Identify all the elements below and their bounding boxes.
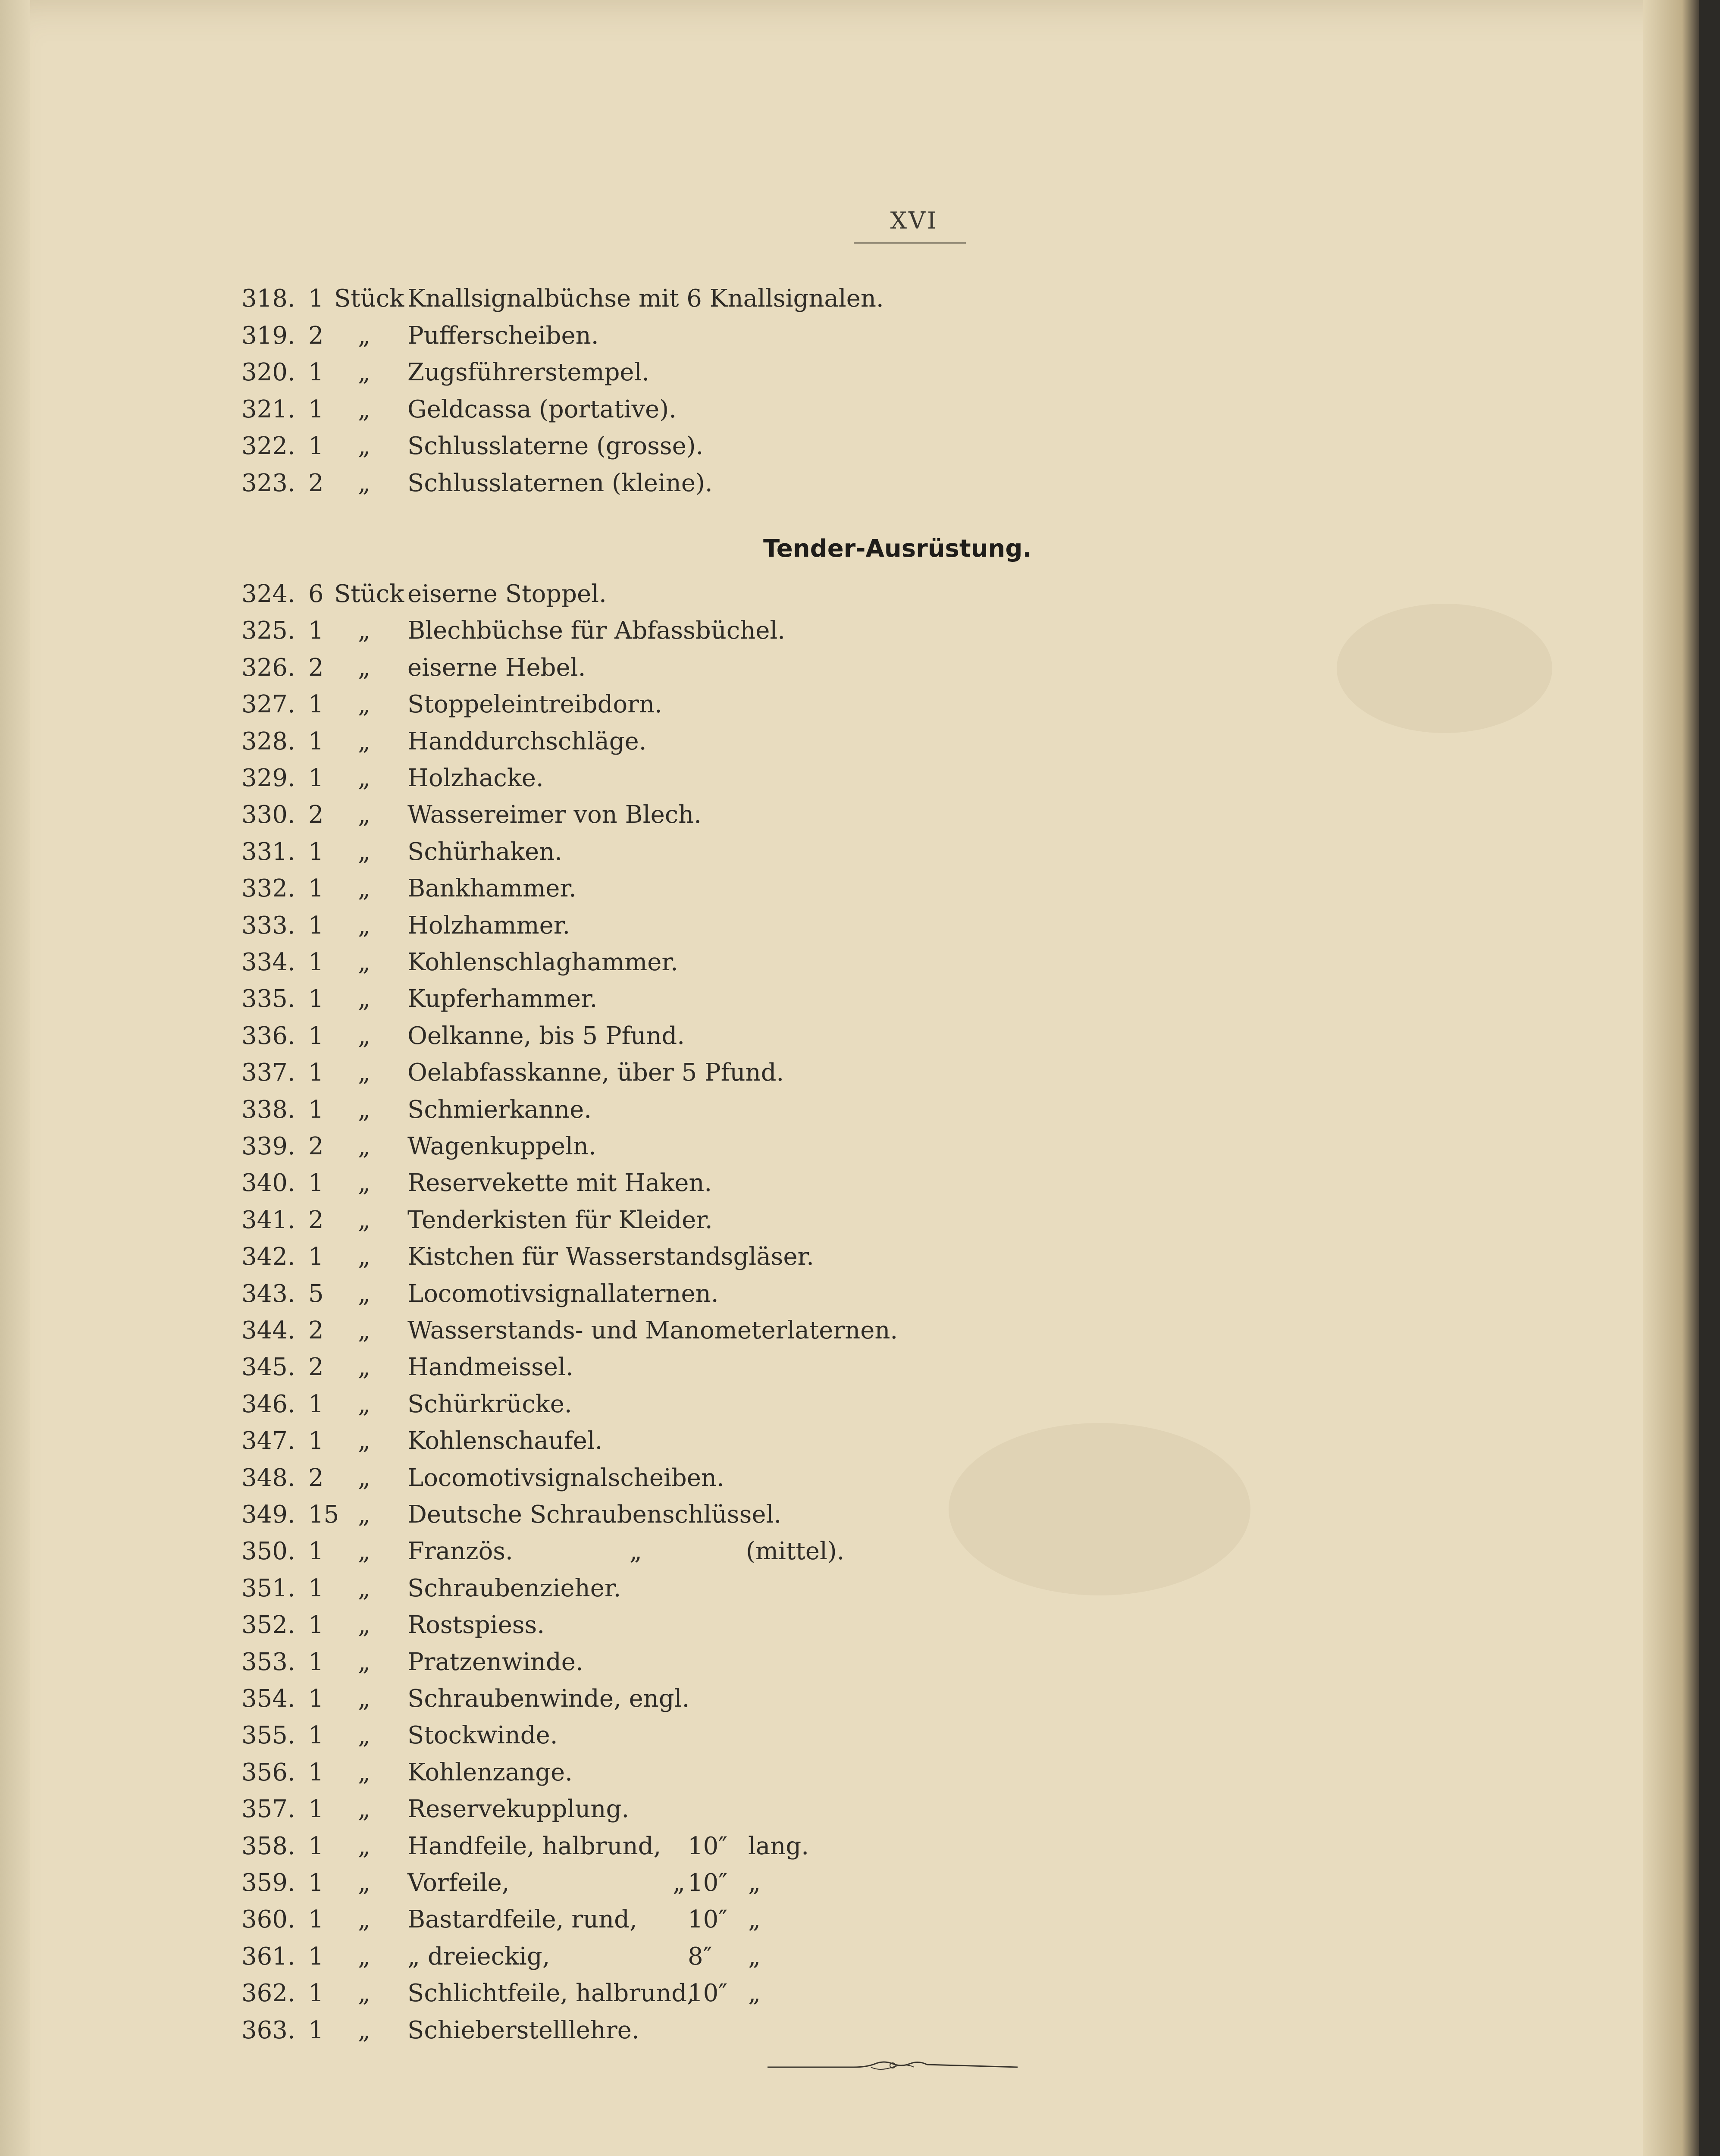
item-quantity: 1 bbox=[308, 2016, 324, 2044]
item-number: 324. bbox=[241, 580, 295, 608]
item-quantity: 15 bbox=[308, 1501, 339, 1529]
item-name: Holzhacke. bbox=[407, 764, 544, 792]
item-number: 330. bbox=[241, 801, 295, 829]
item-quantity: 1 bbox=[308, 1059, 324, 1087]
item-unit: „ bbox=[358, 1022, 371, 1050]
item-unit: „ bbox=[358, 1206, 371, 1234]
item-number: 321. bbox=[241, 395, 295, 423]
item-name: Geldcassa (portative). bbox=[407, 395, 677, 423]
item-quantity: 1 bbox=[308, 617, 324, 645]
item-name: Kohlenschaufel. bbox=[407, 1427, 603, 1455]
item-quantity: 1 bbox=[308, 1795, 324, 1824]
item-name: Holzhammer. bbox=[407, 911, 570, 940]
item-unit: „ bbox=[358, 837, 371, 866]
item-number: 347. bbox=[241, 1427, 295, 1455]
item-number: 327. bbox=[241, 690, 295, 719]
item-quantity: 1 bbox=[308, 948, 324, 976]
list-item bbox=[0, 1169, 1639, 1203]
item-number: 319. bbox=[241, 321, 295, 350]
item-name: Schraubenzieher. bbox=[407, 1574, 621, 1602]
item-name: Oelkanne, bis 5 Pfund. bbox=[407, 1022, 685, 1050]
list-item bbox=[0, 1427, 1639, 1461]
item-name: Zugsführerstempel. bbox=[407, 358, 650, 386]
item-unit: „ bbox=[358, 1574, 371, 1602]
item-unit: „ bbox=[358, 1795, 371, 1824]
item-quantity: 2 bbox=[308, 1353, 324, 1382]
list-item bbox=[0, 1869, 1639, 1903]
item-name: Schürkrücke. bbox=[407, 1390, 572, 1418]
item-quantity: 1 bbox=[308, 690, 324, 719]
item-quantity: 1 bbox=[308, 1869, 324, 1897]
item-quantity: 2 bbox=[308, 1206, 324, 1234]
item-quantity: 1 bbox=[308, 1905, 324, 1934]
item-number: 340. bbox=[241, 1169, 295, 1197]
item-number: 352. bbox=[241, 1611, 295, 1639]
item-number: 336. bbox=[241, 1022, 295, 1050]
item-name: Französ. bbox=[407, 1537, 513, 1566]
item-quantity: 2 bbox=[308, 1132, 324, 1160]
item-size: 10″ bbox=[688, 1979, 728, 2008]
item-name: Blechbüchse für Abfassbüchel. bbox=[407, 617, 786, 645]
item-unit: „ bbox=[358, 1869, 371, 1897]
item-unit: „ bbox=[358, 653, 371, 682]
item-quantity: 1 bbox=[308, 1390, 324, 1418]
item-unit: „ bbox=[358, 801, 371, 829]
item-number: 353. bbox=[241, 1648, 295, 1676]
section-heading-tender: Tender-Ausrüstung. bbox=[763, 535, 1032, 563]
item-detail: lang. bbox=[748, 1832, 809, 1860]
item-unit: „ bbox=[358, 874, 371, 903]
item-detail: (mittel). bbox=[746, 1537, 845, 1566]
item-number: 359. bbox=[241, 1869, 295, 1897]
item-quantity: 1 bbox=[308, 1095, 324, 1124]
list-item bbox=[0, 838, 1639, 872]
item-number: 349. bbox=[241, 1501, 295, 1529]
item-unit: „ bbox=[358, 1721, 371, 1750]
item-number: 329. bbox=[241, 764, 295, 792]
list-item bbox=[0, 874, 1639, 909]
item-number: 342. bbox=[241, 1243, 295, 1271]
item-unit: „ bbox=[358, 1832, 371, 1860]
item-number: 337. bbox=[241, 1059, 295, 1087]
item-detail: „ bbox=[748, 1869, 761, 1897]
item-quantity: 1 bbox=[308, 1537, 324, 1566]
item-unit: „ bbox=[358, 1169, 371, 1197]
list-item bbox=[0, 1758, 1639, 1793]
item-quantity: 1 bbox=[308, 1243, 324, 1271]
item-unit: „ bbox=[358, 948, 371, 976]
item-name: Schmierkanne. bbox=[407, 1095, 592, 1124]
item-number: 339. bbox=[241, 1132, 295, 1160]
item-unit: „ bbox=[358, 469, 371, 497]
item-unit: „ bbox=[358, 1685, 371, 1713]
item-quantity: 1 bbox=[308, 985, 324, 1013]
item-number: 335. bbox=[241, 985, 295, 1013]
page-number-rule bbox=[854, 242, 966, 244]
list-item bbox=[0, 1353, 1639, 1388]
item-unit: Stück bbox=[334, 285, 404, 313]
item-unit: „ bbox=[358, 1390, 371, 1418]
item-name: Schürhaken. bbox=[407, 837, 563, 866]
item-quantity: 1 bbox=[308, 1758, 324, 1786]
item-quantity: 1 bbox=[308, 1022, 324, 1050]
item-quantity: 2 bbox=[308, 1463, 324, 1492]
item-unit: „ bbox=[358, 1537, 371, 1566]
item-unit: „ bbox=[358, 911, 371, 940]
item-number: 341. bbox=[241, 1206, 295, 1234]
list-item bbox=[0, 1905, 1639, 1940]
list-item bbox=[0, 285, 1639, 319]
item-number: 320. bbox=[241, 358, 295, 386]
item-unit: „ bbox=[358, 1463, 371, 1492]
item-unit: „ bbox=[358, 1243, 371, 1271]
item-size: 8″ bbox=[688, 1942, 712, 1971]
item-unit: „ bbox=[358, 1353, 371, 1382]
item-name: Wagenkuppeln. bbox=[407, 1132, 596, 1160]
list-item bbox=[0, 801, 1639, 835]
item-quantity: 1 bbox=[308, 285, 324, 313]
list-item bbox=[0, 432, 1639, 467]
item-name: Wassereimer von Blech. bbox=[407, 801, 702, 829]
item-name: Kohlenzange. bbox=[407, 1758, 573, 1786]
item-ditto-mark: „ bbox=[673, 1869, 686, 1897]
item-quantity: 1 bbox=[308, 358, 324, 386]
item-quantity: 1 bbox=[308, 1169, 324, 1197]
item-unit: „ bbox=[358, 1611, 371, 1639]
item-number: 346. bbox=[241, 1390, 295, 1418]
item-name: Handdurchschläge. bbox=[407, 727, 647, 755]
list-item bbox=[0, 1243, 1639, 1277]
item-number: 348. bbox=[241, 1463, 295, 1492]
item-number: 350. bbox=[241, 1537, 295, 1566]
end-ornament bbox=[763, 2053, 1022, 2078]
list-item bbox=[0, 1206, 1639, 1241]
item-unit: „ bbox=[358, 1758, 371, 1786]
item-detail: „ bbox=[748, 1942, 761, 1971]
item-unit: „ bbox=[358, 1648, 371, 1676]
item-unit: „ bbox=[358, 395, 371, 423]
item-detail: „ bbox=[748, 1905, 761, 1934]
item-unit: „ bbox=[358, 321, 371, 350]
list-item bbox=[0, 948, 1639, 983]
item-number: 354. bbox=[241, 1685, 295, 1713]
page-number: XVI bbox=[890, 207, 938, 234]
item-number: 355. bbox=[241, 1721, 295, 1750]
item-quantity: 5 bbox=[308, 1279, 324, 1308]
item-quantity: 1 bbox=[308, 1685, 324, 1713]
list-item bbox=[0, 1943, 1639, 1977]
item-quantity: 1 bbox=[308, 764, 324, 792]
item-number: 326. bbox=[241, 653, 295, 682]
page-edge-right bbox=[1643, 0, 1699, 2156]
item-number: 361. bbox=[241, 1942, 295, 1971]
list-item bbox=[0, 580, 1639, 614]
item-name: Rostspiess. bbox=[407, 1611, 545, 1639]
item-quantity: 6 bbox=[308, 580, 324, 608]
item-number: 331. bbox=[241, 837, 295, 866]
list-item bbox=[0, 1132, 1639, 1167]
item-name: Kupferhammer. bbox=[407, 985, 598, 1013]
item-name: Reservekette mit Haken. bbox=[407, 1169, 712, 1197]
list-item bbox=[0, 764, 1639, 799]
item-number: 325. bbox=[241, 617, 295, 645]
item-number: 362. bbox=[241, 1979, 295, 2008]
item-number: 323. bbox=[241, 469, 295, 497]
item-size: 10″ bbox=[688, 1832, 728, 1860]
list-item bbox=[0, 912, 1639, 946]
item-name: Locomotivsignalscheiben. bbox=[407, 1463, 724, 1492]
item-name: Schraubenwinde, engl. bbox=[407, 1685, 690, 1713]
item-quantity: 2 bbox=[308, 653, 324, 682]
item-unit: „ bbox=[358, 1979, 371, 2008]
item-number: 333. bbox=[241, 911, 295, 940]
list-item bbox=[0, 395, 1639, 430]
item-number: 357. bbox=[241, 1795, 295, 1824]
item-name: „ dreieckig, bbox=[407, 1942, 550, 1971]
item-number: 356. bbox=[241, 1758, 295, 1786]
item-quantity: 1 bbox=[308, 1942, 324, 1971]
item-number: 358. bbox=[241, 1832, 295, 1860]
item-quantity: 2 bbox=[308, 321, 324, 350]
list-item bbox=[0, 322, 1639, 356]
item-number: 328. bbox=[241, 727, 295, 755]
list-item bbox=[0, 1464, 1639, 1498]
item-number: 344. bbox=[241, 1316, 295, 1344]
list-item bbox=[0, 1574, 1639, 1609]
item-quantity: 2 bbox=[308, 469, 324, 497]
item-name: Locomotivsignallaternen. bbox=[407, 1279, 719, 1308]
list-item bbox=[0, 727, 1639, 762]
item-quantity: 1 bbox=[308, 1574, 324, 1602]
item-unit: „ bbox=[358, 764, 371, 792]
item-name: eiserne Hebel. bbox=[407, 653, 586, 682]
list-item bbox=[0, 469, 1639, 504]
list-item bbox=[0, 1979, 1639, 2014]
item-name: Knallsignalbüchse mit 6 Knallsignalen. bbox=[407, 285, 884, 313]
item-unit: „ bbox=[358, 1905, 371, 1934]
list-item bbox=[0, 1059, 1639, 1093]
item-ditto-mark: „ bbox=[630, 1537, 642, 1566]
item-unit: „ bbox=[358, 432, 371, 460]
item-unit: „ bbox=[358, 358, 371, 386]
item-quantity: 1 bbox=[308, 1611, 324, 1639]
list-item bbox=[0, 1316, 1639, 1351]
list-item bbox=[0, 358, 1639, 393]
item-quantity: 2 bbox=[308, 1316, 324, 1344]
item-name: Wasserstands- und Manometerlaternen. bbox=[407, 1316, 898, 1344]
item-number: 332. bbox=[241, 874, 295, 903]
item-number: 360. bbox=[241, 1905, 295, 1934]
item-name: Schlusslaternen (kleine). bbox=[407, 469, 713, 497]
item-quantity: 1 bbox=[308, 1427, 324, 1455]
list-item bbox=[0, 690, 1639, 725]
item-unit: Stück bbox=[334, 580, 404, 608]
item-unit: „ bbox=[358, 1427, 371, 1455]
list-item bbox=[0, 1685, 1639, 1719]
item-name: Handmeissel. bbox=[407, 1353, 573, 1382]
item-name: Stockwinde. bbox=[407, 1721, 558, 1750]
item-quantity: 1 bbox=[308, 1979, 324, 2008]
list-item bbox=[0, 2016, 1639, 2051]
item-unit: „ bbox=[358, 1132, 371, 1160]
item-number: 343. bbox=[241, 1279, 295, 1308]
item-quantity: 2 bbox=[308, 801, 324, 829]
item-size: 10″ bbox=[688, 1905, 728, 1934]
list-item bbox=[0, 985, 1639, 1019]
item-number: 345. bbox=[241, 1353, 295, 1382]
item-name: Stoppeleintreibdorn. bbox=[407, 690, 662, 719]
list-item bbox=[0, 1280, 1639, 1314]
item-name: Kohlenschlaghammer. bbox=[407, 948, 678, 976]
item-detail: „ bbox=[748, 1979, 761, 2008]
item-unit: „ bbox=[358, 985, 371, 1013]
list-item bbox=[0, 1390, 1639, 1425]
item-quantity: 1 bbox=[308, 874, 324, 903]
list-item bbox=[0, 1096, 1639, 1130]
item-unit: „ bbox=[358, 1942, 371, 1971]
list-item bbox=[0, 1537, 1639, 1572]
item-name: Oelabfasskanne, über 5 Pfund. bbox=[407, 1059, 784, 1087]
item-unit: „ bbox=[358, 727, 371, 755]
item-number: 338. bbox=[241, 1095, 295, 1124]
item-number: 322. bbox=[241, 432, 295, 460]
item-unit: „ bbox=[358, 1095, 371, 1124]
item-number: 334. bbox=[241, 948, 295, 976]
list-item bbox=[0, 1501, 1639, 1535]
item-name: Kistchen für Wasserstandsgläser. bbox=[407, 1243, 814, 1271]
item-name: Deutsche Schraubenschlüssel. bbox=[407, 1501, 782, 1529]
item-quantity: 1 bbox=[308, 395, 324, 423]
item-quantity: 1 bbox=[308, 911, 324, 940]
item-name: Handfeile, halbrund, bbox=[407, 1832, 661, 1860]
item-quantity: 1 bbox=[308, 1721, 324, 1750]
item-number: 363. bbox=[241, 2016, 295, 2044]
list-item bbox=[0, 654, 1639, 688]
item-quantity: 1 bbox=[308, 837, 324, 866]
list-item bbox=[0, 1795, 1639, 1830]
list-item bbox=[0, 1721, 1639, 1756]
item-unit: „ bbox=[358, 1279, 371, 1308]
item-quantity: 1 bbox=[308, 432, 324, 460]
item-name: Tenderkisten für Kleider. bbox=[407, 1206, 713, 1234]
item-quantity: 1 bbox=[308, 1832, 324, 1860]
list-item bbox=[0, 1611, 1639, 1645]
item-unit: „ bbox=[358, 617, 371, 645]
item-number: 351. bbox=[241, 1574, 295, 1602]
item-number: 318. bbox=[241, 285, 295, 313]
list-item bbox=[0, 617, 1639, 651]
item-unit: „ bbox=[358, 2016, 371, 2044]
item-unit: „ bbox=[358, 1059, 371, 1087]
item-name: Bastardfeile, rund, bbox=[407, 1905, 637, 1934]
item-unit: „ bbox=[358, 690, 371, 719]
item-name: Pratzenwinde. bbox=[407, 1648, 583, 1676]
item-name: Pufferscheiben. bbox=[407, 321, 599, 350]
list-item bbox=[0, 1022, 1639, 1056]
item-name: Schlusslaterne (grosse). bbox=[407, 432, 704, 460]
item-name: Schlichtfeile, halbrund, bbox=[407, 1979, 695, 2008]
item-unit: „ bbox=[358, 1316, 371, 1344]
list-item bbox=[0, 1832, 1639, 1867]
item-name: Schieberstelllehre. bbox=[407, 2016, 639, 2044]
item-quantity: 1 bbox=[308, 1648, 324, 1676]
item-name: Reservekupplung. bbox=[407, 1795, 630, 1824]
item-name: eiserne Stoppel. bbox=[407, 580, 607, 608]
item-quantity: 1 bbox=[308, 727, 324, 755]
item-unit: „ bbox=[358, 1501, 371, 1529]
item-size: 10″ bbox=[688, 1869, 728, 1897]
item-name: Vorfeile, bbox=[407, 1869, 510, 1897]
item-name: Bankhammer. bbox=[407, 874, 576, 903]
list-item bbox=[0, 1648, 1639, 1683]
